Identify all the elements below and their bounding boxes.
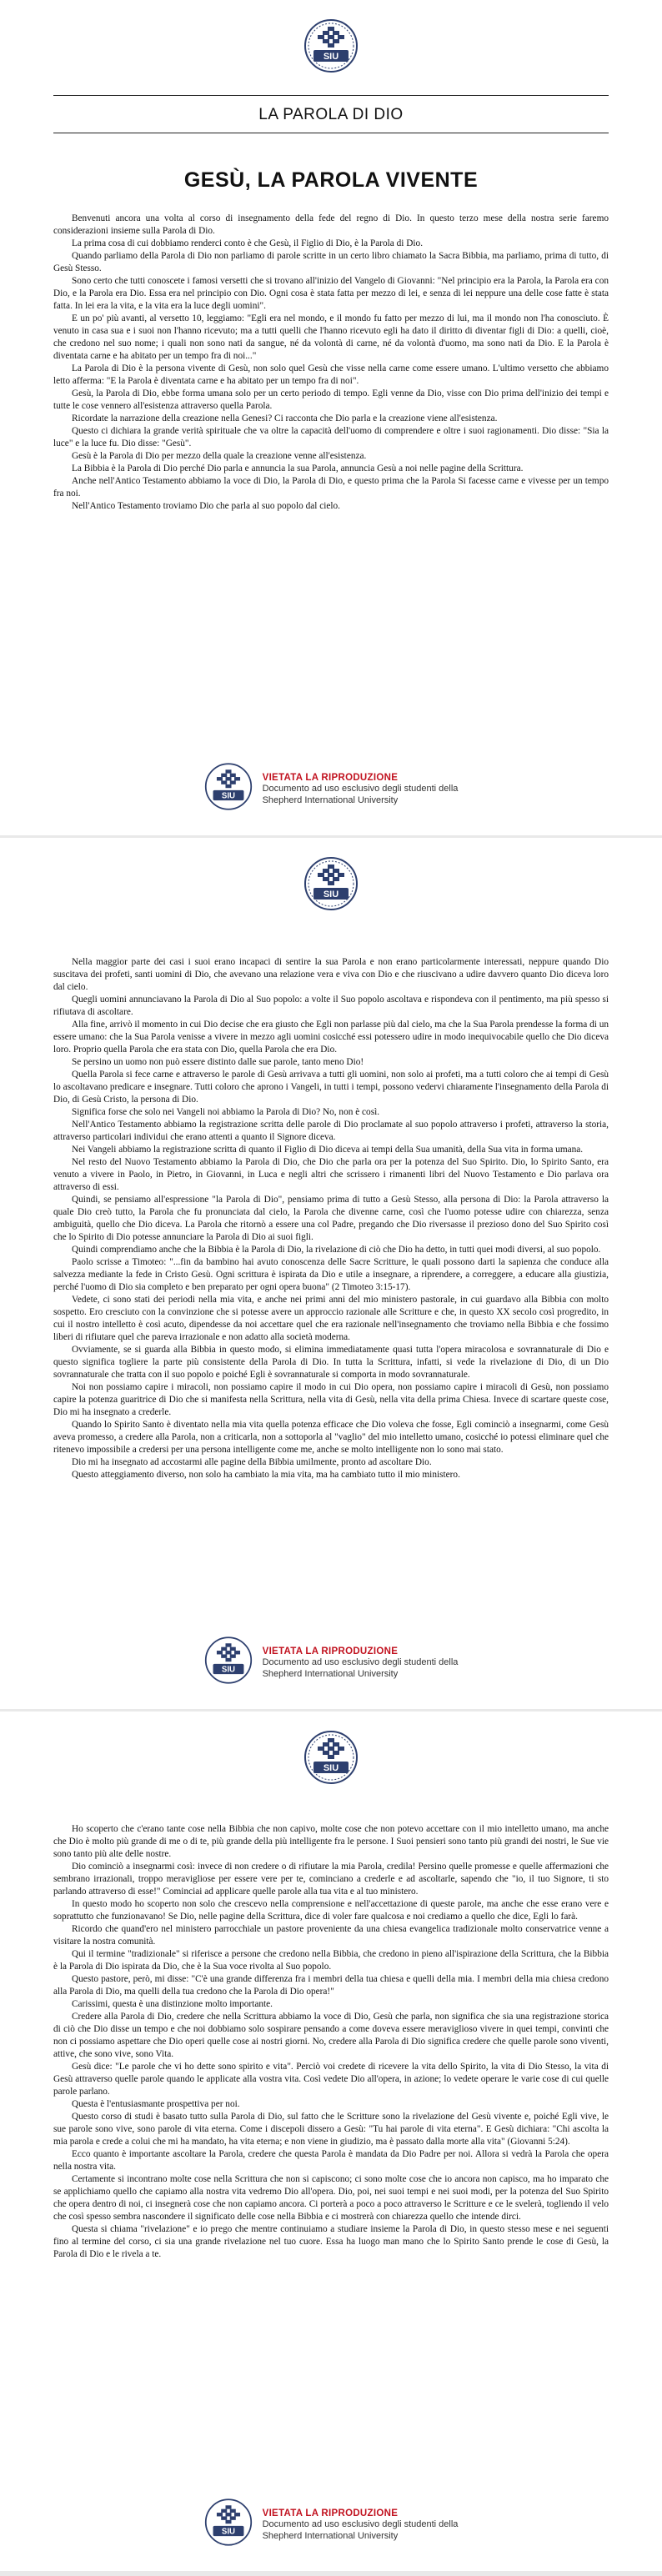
paragraph: La prima cosa di cui dobbiamo renderci conto è che Gesù, il Figlio di Dio, è la Parola di Dio. <box>72 238 424 248</box>
paragraph: Gesù dice: "Le parole che vi ho dette sono spirito e vita". Perciò voi credete di ricevere la vita dello Spirito, la vita di Dio Stesso, la vita di Gesù attraverso quelle parole quando le applicate alla vostra vita. Così vedete Dio all'opera, in azione; lo vedete operare le varie cose di cui quelle parole parlano. <box>53 2062 609 2097</box>
footer-text <box>263 773 459 806</box>
svg-text:SIU: SIU <box>323 1763 339 1773</box>
svg-text:SIU: SIU <box>221 791 235 801</box>
footer-text <box>263 1646 459 1680</box>
paragraph: Quella Parola si fece carne e attraverso le parole di Gesù arrivava a tutti gli uomini, non solo ai profeti, ma a tutti coloro che ai tempi di Gesù lo ascoltavano predicare e insegnare. Tutti coloro che aprono i Vangeli, in tutti i tempi, possono vedervi chiaramente l'insegnamento della Parola di Dio, di Gesù Cristo, la persona di Dio. <box>53 1070 609 1105</box>
paragraph: Questo pastore, però, mi disse: "C'è una grande differenza fra i membri della tua chiesa e quelli della mia. I membri della mia chiesa credono alla Parola di Dio, ma quelli della tua credono che la Parola di Dio opera!" <box>53 1974 609 1997</box>
paragraph: Qui il termine "tradizionale" si riferisce a persone che credono nella Bibbia, che credono in pieno all'ispirazione della Scrittura, che la Bibbia è la Parola di Dio ispirata da Dio, che è la Sua voce rivolta al Suo popolo. <box>53 1949 609 1972</box>
paragraph: La Bibbia è la Parola di Dio perché Dio parla e annuncia la sua Parola, annuncia Gesù a noi nelle pagine della Scrittura. <box>72 464 524 474</box>
paragraph: Nell'Antico Testamento abbiamo la registrazione scritta delle parole di Dio proclamate al suo popolo attraverso i profeti, attraverso la storia, attraverso particolari individui che erano attenti a quanto il Signore diceva. <box>53 1120 609 1142</box>
paragraph: Paolo scrisse a Timoteo: "...fin da bambino hai avuto conoscenza delle Sacre Scritture, le quali possono darti la sapienza che conduce alla salvezza mediante la fede in Cristo Gesù. Ogni scrittura è ispirata da Dio e utile a insegnare, a riprendere, a correggere, a educare alla giustizia, perché l'uomo di Dio sia completo e ben preparato per ogni opera buona" (2 Timoteo 3:15-17). <box>53 1257 609 1292</box>
paragraph: E un po' più avanti, al versetto 10, leggiamo: "Egli era nel mondo, e il mondo fu fatto per mezzo di lui, ma il mondo non l'ha conosciuto. È venuto in casa sua e i suoi non l'hanno ricevuto; ma a tutti quelli che l'hanno ricevuto egli ha dato il diritto di diventar figli di Dio: a quelli, cioè, che credono nel suo nome; i quali non sono nati da sangue, né da volontà di carne, né da volontà d'uomo, ma sono nati da Dio. E la Parola è diventata carne e ha abitato per un tempo fra di noi..." <box>53 313 609 361</box>
footer-line-2: Shepherd International University <box>262 795 399 805</box>
footer-watermark <box>0 762 662 817</box>
paragraph: In questo modo ho scoperto non solo che crescevo nella comprensione e nell'accettazione di queste parole, ma anche che esse erano vere e soprattutto che funzionavano! Se Dio, nelle pagine della Scrittura, dice di voler fare qualcosa e noi crediamo a quello che dice, Egli lo farà. <box>53 1899 609 1922</box>
paragraph: Vedete, ci sono stati dei periodi nella mia vita, e anche nei primi anni del mio ministero pastorale, in cui guardavo alla Bibbia con molto sospetto. Ero cresciuto con la convinzione che si potesse avere un approccio razionale alle Scritture e che, in questo XX secolo così progredito, in cui il nostro intelletto è così acuto, dipendesse da noi accettare quel che era razionale nell'insegnamento che troviamo nella Bibbia e che fossimo liberi di rifiutare quel che pareva irrazionale e non adatto alla società moderna. <box>53 1295 609 1342</box>
footer-watermark <box>0 1636 662 1691</box>
paragraph: Nella maggior parte dei casi i suoi erano incapaci di sentire la sua Parola e non erano particolarmente interessati, neppure quando Dio suscitava dei profeti, santi uomini di Dio, che avevano una relazione vera e viva con Dio e che riuscivano a udire davvero quanto Dio diceva loro dal cielo. <box>53 957 609 992</box>
siu-logo-icon <box>303 856 359 918</box>
page1-content <box>53 213 609 513</box>
paragraph: Significa forse che solo nei Vangeli noi abbiamo la Parola di Dio? No, non è così. <box>72 1107 380 1117</box>
paragraph: Questa si chiama "rivelazione" e io prego che mentre continuiamo a studiare insieme la Parola di Dio, in questo stesso mese e nei seguenti fino al termine del corso, ci sia una grande rivelazione nel tuo cuore. Essa ha luogo man mano che lo Spirito Santo prende le cose di Gesù, la Parola di Dio e le rivela a te. <box>53 2224 609 2259</box>
paragraph: Nel resto del Nuovo Testamento abbiamo la Parola di Dio, che Dio che parla ora per la potenza del Suo Spirito. Dio, lo Spirito Santo, era venuto a vivere in Paolo, in Pietro, in Giovanni, in Luca e negli altri che scrissero i rimanenti libri del Nuovo Testamento e Dio parlava ora attraverso di essi. <box>53 1157 609 1192</box>
siu-logo-icon <box>204 1636 253 1691</box>
paragraph: Carissimi, questa è una distinzione molto importante. <box>72 1999 273 2009</box>
paragraph: Quando parliamo della Parola di Dio non parliamo di parole scritte in un certo libro chiamato la Sacra Bibbia, ma parliamo, prima di tutto, di Gesù Stesso. <box>53 251 609 273</box>
footer-watermark <box>0 2498 662 2553</box>
siu-logo-icon <box>204 762 253 817</box>
siu-logo-icon <box>303 1730 359 1792</box>
header-title: LA PAROLA DI DIO <box>258 106 404 123</box>
footer-title: VIETATA LA RIPRODUZIONE <box>262 1646 399 1656</box>
paragraph: Dio cominciò a insegnarmi così: invece di non credere o di rifiutare la mia Parola, credila! Persino quelle promesse e quelle affermazioni che sembrano irrazionali, troppo meravigliose per essere vere per te, cominciano a crederle e ad ascoltarle, sapendo che "io, il tuo Signore, ti sto parlando attraverso di esse!" Cominciai ad applicare quelle parole alla tua vita e al tuo ministero. <box>53 1862 609 1897</box>
paragraph: Dio mi ha insegnato ad accostarmi alle pagine della Bibbia umilmente, pronto ad ascoltare Dio. <box>72 1457 432 1467</box>
paragraph: La Parola di Dio è la persona vivente di Gesù, non solo quel Gesù che visse nella carne come essere umano. L'ultimo versetto che abbiamo letto afferma: "E la Parola è diventata carne e ha abitato per un tempo fra di noi". <box>53 363 609 386</box>
svg-text:SIU: SIU <box>221 2527 235 2537</box>
paragraph: Ho scoperto che c'erano tante cose nella Bibbia che non capivo, molte cose che non potevo accettare con il mio intelletto umano, ma anche che Dio è molto più grande di me o di te, più grande della più intelligente fra le persone. I Suoi pensieri sono tanto più grandi dei nostri, le Sue vie sono tanto più alte delle nostre. <box>53 1824 609 1859</box>
footer-line-1: Documento ad uso esclusivo degli studenti della <box>262 2519 459 2529</box>
header-logo <box>53 838 609 918</box>
paragraph: Questo ci dichiara la grande verità spirituale che va oltre la capacità dell'uomo di comprendere e oltre i suoi ragionamenti. Dio disse: "Sia la luce" e la luce fu. Dio disse: "Gesù". <box>53 426 609 449</box>
paragraph: Nell'Antico Testamento troviamo Dio che parla al suo popolo dal cielo. <box>72 501 340 511</box>
paragraph: Credere alla Parola di Dio, credere che nella Scrittura abbiamo la voce di Dio, Gesù che parla, non significa che sia una registrazione storica di ciò che Dio disse un tempo e che noi dobbiamo solo sospirare pensando a come doveva essere meraviglioso vivere in quei tempi, convinti che non ci possiamo aspettare che Dio operi quelle cose ai nostri giorni. No, credere alla Parola di Dio significa credere che quelle parole sono viventi, attive, che sono vive, sono Vita. <box>53 2012 609 2059</box>
svg-text:SIU: SIU <box>323 52 339 62</box>
footer-text <box>263 2508 459 2542</box>
paragraph: Quando lo Spirito Santo è diventato nella mia vita quella potenza efficace che Dio voleva che fosse, Egli cominciò a insegnarmi, come Gesù aveva promesso, a credere alla Parola, non a criticarla, non a sottoporla al "vaglio" del mio intelletto umano, cosicché io potessi eliminare quel che ritenevo impossibile a credersi per una persona intelligente come me, anche se molto intelligente non lo sono mai stato. <box>53 1420 609 1455</box>
paragraph: Anche nell'Antico Testamento abbiamo la voce di Dio, la Parola di Dio, e questo prima che la Parola Si facesse carne e vivesse per un tempo fra noi. <box>53 476 609 499</box>
document-page-3 <box>0 1709 662 2571</box>
footer-line-1: Documento ad uso esclusivo degli studenti della <box>262 1657 459 1667</box>
siu-logo-icon <box>303 18 359 80</box>
siu-logo-icon <box>204 2498 253 2553</box>
paragraph: Ovviamente, se si guarda alla Bibbia in questo modo, si elimina immediatamente quasi tutta l'opera miracolosa e sovrannaturale di Dio e questo significa togliere la parte più consistente della Parola di Dio. In tutta la Scrittura, infatti, si vede la rivelazione di Dio, di un Dio sovrannaturale che tratta con il suo popolo e poiché Egli è sovrannaturale si comporta in modo sovrannaturale. <box>53 1345 609 1380</box>
svg-text:SIU: SIU <box>221 1665 235 1675</box>
main-title: GESÙ, LA PAROLA VIVENTE <box>183 168 479 192</box>
header-logo <box>53 1711 609 1792</box>
footer-line-2: Shepherd International University <box>262 2531 399 2541</box>
page2-content <box>53 918 609 1481</box>
footer-title: VIETATA LA RIPRODUZIONE <box>262 773 399 783</box>
paragraph: Gesù è la Parola di Dio per mezzo della quale la creazione venne all'esistenza. <box>72 451 367 461</box>
paragraph: Quegli uomini annunciavano la Parola di Dio al Suo popolo: a volte il Suo popolo ascoltava e rispondeva con il pentimento, ma più spesso si rifiutava di ascoltare. <box>53 995 609 1017</box>
paragraph: Quindi, se pensiamo all'espressione "la Parola di Dio", pensiamo prima di tutto a Gesù Stesso, alla persona di Dio: la Parola attraverso la quale Dio creò tutto, la Parola che fu pronunciata dal cielo, la Parola che divenne carne, così che l'uomo potesse udire con chiarezza, senza ambiguità, quello che Dio diceva. La Parola che ritornò a essere una col Padre, pregando che Dio riversasse il prezioso dono del Suo Spirito così che lo Spirito di Dio potesse annunciare la Parola di Dio ai suoi figli. <box>53 1195 609 1242</box>
paragraph: Gesù, la Parola di Dio, ebbe forma umana solo per un certo periodo di tempo. Egli venne da Dio, visse con Dio prima dell'inizio dei tempi e tutte le cose vennero all'esistenza attraverso quella Parola. <box>53 388 609 411</box>
paragraph: Quindi comprendiamo anche che la Bibbia è la Parola di Dio, la rivelazione di ciò che Dio ha detto, in tutti quei modi diversi, al suo popolo. <box>72 1245 601 1255</box>
paragraph: Nei Vangeli abbiamo la registrazione scritta di quanto il Figlio di Dio diceva ai tempi della Sua umanità, della Sua vita in forma umana. <box>72 1145 584 1155</box>
paragraph: Benvenuti ancora una volta al corso di insegnamento della fede del regno di Dio. In questo terzo mese della nostra serie faremo considerazioni insieme sulla Parola di Dio. <box>53 213 609 236</box>
document-page-1 <box>0 0 662 835</box>
paragraph: Sono certo che tutti conoscete i famosi versetti che si trovano all'inizio del Vangelo di Giovanni: "Nel principio era la Parola, la Parola era con Dio, e la Parola era Dio. Essa era nel principio con Dio. Ogni cosa è stata fatta per mezzo di lei, e senza di lei neppure una delle cose fatte è stata fatta. In lei era la vita, e la vita era la luce degli uomini". <box>53 276 609 311</box>
paragraph: Ecco quanto è importante ascoltare la Parola, credere che questa Parola è mandata da Dio Padre per noi. Allora si vedrà la Parola che opera nella nostra vita. <box>53 2149 609 2172</box>
paragraph: Questo corso di studi è basato tutto sulla Parola di Dio, sul fatto che le Scritture sono la rivelazione del Gesù vivente e, poiché Egli vive, le sue parole sono vive, sono parole di vita eterna. Come i discepoli dissero a Gesù: "Tu hai parole di vita eterna". E Gesù dichiara: "Chi ascolta la mia parola e crede a colui che mi ha mandato, ha vita eterna; e non viene in giudizio, ma è passato dalla morte alla vita" (Giovanni 5:24). <box>53 2112 609 2147</box>
footer-line-1: Documento ad uso esclusivo degli studenti della <box>262 784 459 794</box>
paragraph: Ricordo che quand'ero nel ministero parrocchiale un pastore proveniente da una chiesa evangelica tradizionale molto conservatrice venne a visitare la nostra comunità. <box>53 1924 609 1947</box>
paragraph: Questo atteggiamento diverso, non solo ha cambiato la mia vita, ma ha cambiato tutto il mio ministero. <box>72 1470 460 1480</box>
paragraph: Certamente si incontrano molte cose nella Scrittura che non si capiscono; ci sono molte cose che io ancora non capisco, ma ho imparato che se applichiamo quello che capiamo alla nostra vita vedremo Dio all'opera. Dio, poi, nei suoi tempi e nei suoi modi, per la potenza del Suo Spirito che opera dentro di noi, ci insegnerà cose che non capiamo ancora. Ci porterà a poco a poco attraverso le Scritture e ce le svelerà, togliendo il velo che così spesso sembra nascondere il significato delle cose nella Bibbia e ci mostrerà con chiarezza quello che intende dirci. <box>53 2174 609 2222</box>
paragraph: Noi non possiamo capire i miracoli, non possiamo capire il modo in cui Dio opera, non possiamo capire i miracoli di Gesù, non possiamo capire la potenza guaritrice di Dio che si manifesta nella Scrittura, nella vita di Gesù, nella vita della prima Chiesa. Invece di scartare queste cose, Dio mi ha insegnato a crederle. <box>53 1382 609 1417</box>
paragraph: Questa è l'entusiasmante prospettiva per noi. <box>72 2099 240 2109</box>
document-page-2 <box>0 835 662 1709</box>
svg-text:SIU: SIU <box>323 890 339 900</box>
header-logo <box>53 0 609 80</box>
paragraph: Ricordate la narrazione della creazione nella Genesi? Ci racconta che Dio parla e la creazione viene all'esistenza. <box>72 413 498 423</box>
paragraph: Alla fine, arrivò il momento in cui Dio decise che era giusto che Egli non parlasse più dal cielo, ma che la Sua Parola prendesse la forma di un essere umano: che la Sua Parola venisse a vivere in mezzo agli uomini cosicché essi potessero udire in modo inequivocabile quello che Dio diceva loro. Proprio quella Parola che era stata con Dio, quella Parola che era Dio. <box>53 1020 609 1055</box>
footer-line-2: Shepherd International University <box>262 1669 399 1679</box>
paragraph: Se persino un uomo non può essere distinto dalle sue parole, tanto meno Dio! <box>72 1057 364 1067</box>
footer-title: VIETATA LA RIPRODUZIONE <box>262 2508 399 2518</box>
page3-content <box>53 1792 609 2261</box>
